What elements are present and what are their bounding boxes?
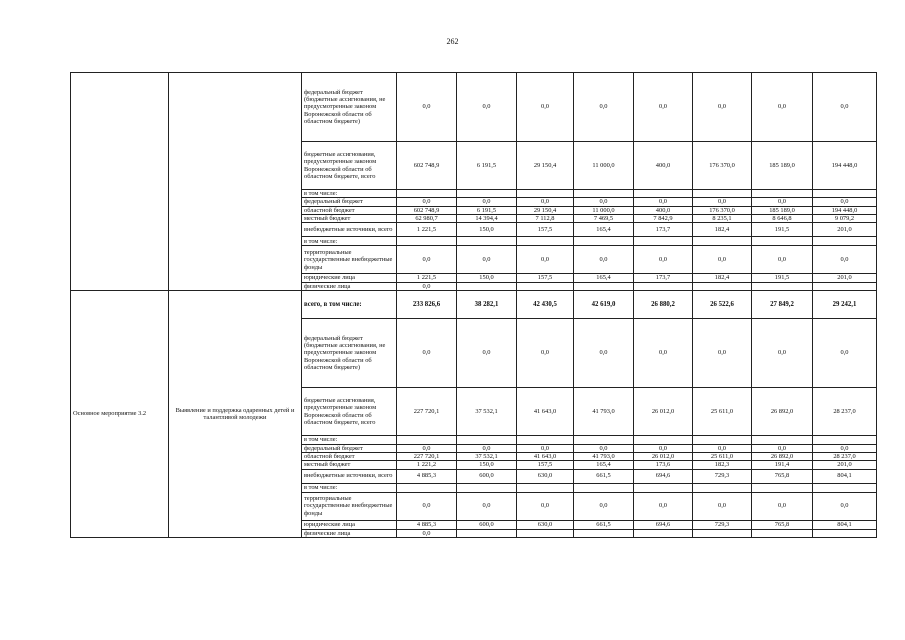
value-cell: 227 720,1 xyxy=(397,452,457,460)
value-cell: 157,5 xyxy=(517,461,574,469)
value-cell: 0,0 xyxy=(634,73,693,142)
value-cell: 41 643,0 xyxy=(517,452,574,460)
source-label: местный бюджет xyxy=(302,461,397,469)
value-cell: 182,4 xyxy=(693,223,752,237)
source-label: федеральный бюджет xyxy=(302,198,397,206)
measure-cell xyxy=(71,73,169,291)
value-cell xyxy=(574,436,634,444)
value-cell xyxy=(397,237,457,246)
value-cell: 26 012,0 xyxy=(634,452,693,460)
value-cell xyxy=(397,436,457,444)
value-cell: 173,7 xyxy=(634,274,693,282)
table-row xyxy=(71,291,877,319)
value-cell: 8 235,1 xyxy=(693,215,752,223)
value-cell: 0,0 xyxy=(457,73,517,142)
value-cell xyxy=(457,483,517,492)
value-cell: 0,0 xyxy=(693,444,752,452)
value-cell: 173,6 xyxy=(634,461,693,469)
value-cell: 0,0 xyxy=(752,246,813,274)
value-cell: 0,0 xyxy=(752,198,813,206)
value-cell xyxy=(752,190,813,198)
source-label: федеральный бюджет (бюджетные ассигнования, не предусмотренные законом Воронежской области об областном бюджете) xyxy=(302,319,397,388)
value-cell: 400,0 xyxy=(634,142,693,190)
source-label: территориальные государственные внебюджетные фонды xyxy=(302,246,397,274)
value-cell: 0,0 xyxy=(813,319,877,388)
source-label: бюджетные ассигнования, предусмотренные законом Воронежской области об областном бюджете, всего xyxy=(302,142,397,190)
value-cell: 1 221,2 xyxy=(397,461,457,469)
value-cell: 26 012,0 xyxy=(634,388,693,436)
value-cell: 694,6 xyxy=(634,520,693,529)
value-cell: 191,4 xyxy=(752,461,813,469)
value-cell: 0,0 xyxy=(813,198,877,206)
value-cell: 0,0 xyxy=(813,444,877,452)
value-cell: 185 189,0 xyxy=(752,142,813,190)
value-cell xyxy=(574,190,634,198)
value-cell: 0,0 xyxy=(457,492,517,520)
value-cell: 0,0 xyxy=(634,319,693,388)
value-cell: 0,0 xyxy=(634,246,693,274)
value-cell: 630,0 xyxy=(517,520,574,529)
source-label: областной бюджет xyxy=(302,206,397,214)
value-cell xyxy=(517,483,574,492)
source-label: физические лица xyxy=(302,282,397,290)
value-cell: 201,0 xyxy=(813,274,877,282)
value-cell xyxy=(693,483,752,492)
value-cell: 0,0 xyxy=(397,246,457,274)
value-cell: 661,5 xyxy=(574,469,634,483)
value-cell: 0,0 xyxy=(457,246,517,274)
value-cell: 0,0 xyxy=(517,198,574,206)
value-cell xyxy=(693,529,752,537)
value-cell: 0,0 xyxy=(397,73,457,142)
value-cell: 26 522,6 xyxy=(693,291,752,319)
value-cell: 42 619,0 xyxy=(574,291,634,319)
value-cell: 0,0 xyxy=(813,246,877,274)
value-cell: 0,0 xyxy=(693,319,752,388)
value-cell: 37 532,1 xyxy=(457,388,517,436)
value-cell: 0,0 xyxy=(517,492,574,520)
value-cell: 4 885,3 xyxy=(397,469,457,483)
value-cell: 0,0 xyxy=(574,73,634,142)
value-cell: 28 237,0 xyxy=(813,452,877,460)
value-cell: 765,8 xyxy=(752,469,813,483)
value-cell: 41 643,0 xyxy=(517,388,574,436)
value-cell: 729,3 xyxy=(693,520,752,529)
value-cell: 0,0 xyxy=(634,198,693,206)
value-cell xyxy=(634,282,693,290)
value-cell xyxy=(457,529,517,537)
value-cell xyxy=(813,237,877,246)
value-cell: 14 394,4 xyxy=(457,215,517,223)
value-cell: 4 885,3 xyxy=(397,520,457,529)
value-cell: 194 448,0 xyxy=(813,142,877,190)
source-label: федеральный бюджет (бюджетные ассигнования, не предусмотренные законом Воронежской области об областном бюджете) xyxy=(302,73,397,142)
value-cell xyxy=(634,483,693,492)
value-cell: 0,0 xyxy=(517,319,574,388)
value-cell: 28 237,0 xyxy=(813,388,877,436)
page-number: 262 xyxy=(446,37,459,46)
value-cell: 0,0 xyxy=(752,492,813,520)
value-cell: 602 748,9 xyxy=(397,206,457,214)
value-cell xyxy=(693,436,752,444)
value-cell: 0,0 xyxy=(574,246,634,274)
value-cell xyxy=(634,190,693,198)
value-cell: 11 000,0 xyxy=(574,206,634,214)
source-label: в том числе: xyxy=(302,436,397,444)
value-cell: 185 189,0 xyxy=(752,206,813,214)
source-label: внебюджетные источники, всего xyxy=(302,469,397,483)
source-label: в том числе: xyxy=(302,483,397,492)
value-cell: 27 849,2 xyxy=(752,291,813,319)
value-cell: 0,0 xyxy=(634,444,693,452)
value-cell xyxy=(813,483,877,492)
value-cell: 0,0 xyxy=(752,73,813,142)
value-cell: 0,0 xyxy=(457,444,517,452)
value-cell: 804,1 xyxy=(813,469,877,483)
value-cell: 26 892,0 xyxy=(752,452,813,460)
source-label: в том числе: xyxy=(302,237,397,246)
value-cell: 150,0 xyxy=(457,274,517,282)
value-cell: 0,0 xyxy=(634,492,693,520)
value-cell: 182,3 xyxy=(693,461,752,469)
source-label: федеральный бюджет xyxy=(302,444,397,452)
value-cell: 41 793,0 xyxy=(574,388,634,436)
source-label: бюджетные ассигнования, предусмотренные законом Воронежской области об областном бюджете, всего xyxy=(302,388,397,436)
value-cell xyxy=(752,529,813,537)
value-cell: 191,5 xyxy=(752,223,813,237)
value-cell: 191,5 xyxy=(752,274,813,282)
source-label: юридические лица xyxy=(302,520,397,529)
value-cell: 11 000,0 xyxy=(574,142,634,190)
value-cell: 173,7 xyxy=(634,223,693,237)
value-cell xyxy=(517,190,574,198)
value-cell: 29 150,4 xyxy=(517,142,574,190)
value-cell: 729,3 xyxy=(693,469,752,483)
value-cell: 765,8 xyxy=(752,520,813,529)
value-cell xyxy=(517,436,574,444)
value-cell: 7 112,8 xyxy=(517,215,574,223)
value-cell xyxy=(517,282,574,290)
value-cell: 6 191,5 xyxy=(457,206,517,214)
value-cell: 0,0 xyxy=(752,319,813,388)
value-cell: 176 370,0 xyxy=(693,206,752,214)
value-cell: 165,4 xyxy=(574,274,634,282)
value-cell: 600,0 xyxy=(457,520,517,529)
value-cell: 8 646,8 xyxy=(752,215,813,223)
value-cell: 0,0 xyxy=(574,444,634,452)
value-cell: 804,1 xyxy=(813,520,877,529)
value-cell: 0,0 xyxy=(397,529,457,537)
value-cell: 7 469,5 xyxy=(574,215,634,223)
value-cell: 400,0 xyxy=(634,206,693,214)
value-cell: 0,0 xyxy=(574,319,634,388)
value-cell xyxy=(752,483,813,492)
source-label: физические лица xyxy=(302,529,397,537)
value-cell: 201,0 xyxy=(813,223,877,237)
value-cell: 62 980,7 xyxy=(397,215,457,223)
value-cell xyxy=(693,237,752,246)
value-cell: 1 221,5 xyxy=(397,274,457,282)
value-cell xyxy=(813,436,877,444)
value-cell: 37 532,1 xyxy=(457,452,517,460)
value-cell: 29 242,1 xyxy=(813,291,877,319)
source-label: областной бюджет xyxy=(302,452,397,460)
value-cell: 42 430,5 xyxy=(517,291,574,319)
value-cell xyxy=(813,529,877,537)
value-cell: 29 150,4 xyxy=(517,206,574,214)
value-cell: 0,0 xyxy=(752,444,813,452)
value-cell: 0,0 xyxy=(693,198,752,206)
source-label: всего, в том числе: xyxy=(302,291,397,319)
value-cell: 600,0 xyxy=(457,469,517,483)
value-cell xyxy=(634,237,693,246)
value-cell xyxy=(457,190,517,198)
value-cell: 0,0 xyxy=(574,492,634,520)
value-cell: 9 079,2 xyxy=(813,215,877,223)
value-cell: 38 282,1 xyxy=(457,291,517,319)
title-cell xyxy=(169,73,302,291)
value-cell: 1 221,5 xyxy=(397,223,457,237)
value-cell: 0,0 xyxy=(517,246,574,274)
value-cell xyxy=(517,529,574,537)
value-cell: 150,0 xyxy=(457,461,517,469)
value-cell xyxy=(752,282,813,290)
value-cell: 0,0 xyxy=(693,246,752,274)
value-cell: 227 720,1 xyxy=(397,388,457,436)
value-cell: 661,5 xyxy=(574,520,634,529)
source-label: юридические лица xyxy=(302,274,397,282)
value-cell xyxy=(634,529,693,537)
value-cell: 26 880,2 xyxy=(634,291,693,319)
value-cell: 150,0 xyxy=(457,223,517,237)
value-cell: 201,0 xyxy=(813,461,877,469)
value-cell: 694,6 xyxy=(634,469,693,483)
value-cell xyxy=(397,483,457,492)
value-cell: 0,0 xyxy=(397,319,457,388)
value-cell: 233 826,6 xyxy=(397,291,457,319)
value-cell: 0,0 xyxy=(397,492,457,520)
value-cell xyxy=(574,483,634,492)
value-cell xyxy=(574,237,634,246)
value-cell: 25 611,0 xyxy=(693,452,752,460)
value-cell: 0,0 xyxy=(397,282,457,290)
value-cell xyxy=(457,282,517,290)
value-cell: 0,0 xyxy=(517,444,574,452)
value-cell: 0,0 xyxy=(517,73,574,142)
value-cell xyxy=(517,237,574,246)
value-cell: 0,0 xyxy=(397,198,457,206)
value-cell xyxy=(693,282,752,290)
value-cell xyxy=(574,282,634,290)
value-cell: 165,4 xyxy=(574,461,634,469)
value-cell: 0,0 xyxy=(457,319,517,388)
measure-title: Выявление и поддержка одаренных детей и талантливой молодежи xyxy=(169,291,302,538)
source-label: внебюджетные источники, всего xyxy=(302,223,397,237)
value-cell: 157,5 xyxy=(517,223,574,237)
value-cell: 0,0 xyxy=(574,198,634,206)
value-cell: 194 448,0 xyxy=(813,206,877,214)
value-cell xyxy=(574,529,634,537)
value-cell xyxy=(752,237,813,246)
value-cell: 0,0 xyxy=(813,492,877,520)
value-cell: 182,4 xyxy=(693,274,752,282)
value-cell xyxy=(634,436,693,444)
table-row xyxy=(71,73,877,142)
value-cell xyxy=(752,436,813,444)
value-cell: 25 611,0 xyxy=(693,388,752,436)
value-cell: 0,0 xyxy=(397,444,457,452)
value-cell: 165,4 xyxy=(574,223,634,237)
value-cell xyxy=(693,190,752,198)
value-cell: 0,0 xyxy=(457,198,517,206)
source-label: в том числе: xyxy=(302,190,397,198)
value-cell: 26 892,0 xyxy=(752,388,813,436)
value-cell: 0,0 xyxy=(813,73,877,142)
measure-name: Основное мероприятие 3.2 xyxy=(71,291,169,538)
value-cell xyxy=(813,282,877,290)
value-cell: 0,0 xyxy=(693,492,752,520)
source-label: территориальные государственные внебюджетные фонды xyxy=(302,492,397,520)
value-cell: 6 191,5 xyxy=(457,142,517,190)
value-cell xyxy=(457,436,517,444)
value-cell xyxy=(813,190,877,198)
value-cell: 41 793,0 xyxy=(574,452,634,460)
value-cell: 176 370,0 xyxy=(693,142,752,190)
value-cell xyxy=(457,237,517,246)
value-cell: 157,5 xyxy=(517,274,574,282)
value-cell: 7 842,9 xyxy=(634,215,693,223)
value-cell: 630,0 xyxy=(517,469,574,483)
value-cell xyxy=(397,190,457,198)
source-label: местный бюджет xyxy=(302,215,397,223)
value-cell: 602 748,9 xyxy=(397,142,457,190)
value-cell: 0,0 xyxy=(693,73,752,142)
budget-table xyxy=(70,72,877,538)
